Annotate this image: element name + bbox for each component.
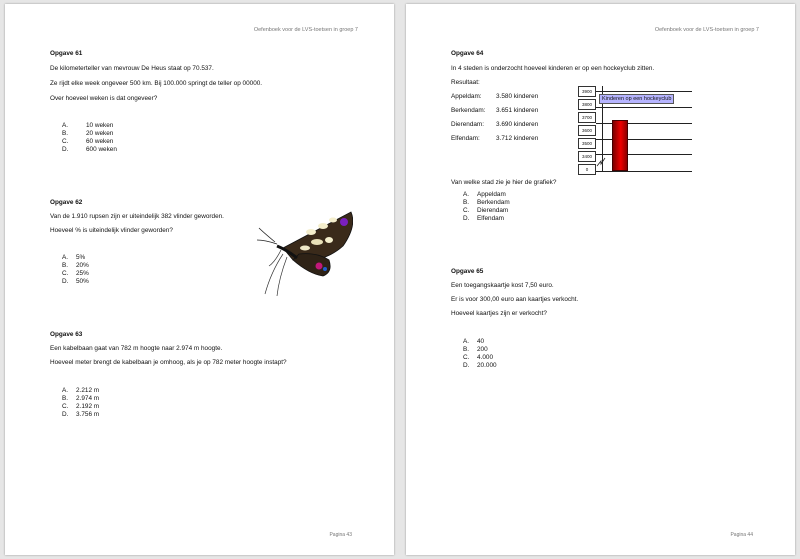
q62-line-2: Hoeveel % is uiteindelijk vlinder geworden? xyxy=(50,227,173,234)
q65-line-2: Er is voor 300,00 euro aan kaartjes verkocht. xyxy=(451,296,579,303)
y-tick-label: 3800 xyxy=(578,99,596,110)
q65-option-a[interactable]: A. 40 xyxy=(463,338,485,345)
q64-results-label: Resultaat: xyxy=(451,79,480,86)
result-row: Berkendam: 3.651 kinderen xyxy=(451,107,539,114)
gridline xyxy=(596,123,692,124)
q61-option-d[interactable]: D. 600 weken xyxy=(62,146,117,153)
q63-title: Opgave 63 xyxy=(50,331,83,338)
result-row: Dierendam: 3.690 kinderen xyxy=(451,121,539,128)
q65-line-1: Een toegangskaartje kost 7,50 euro. xyxy=(451,282,554,289)
q62-option-d[interactable]: D. 50% xyxy=(62,278,89,285)
gridline xyxy=(596,139,692,140)
q63-option-c[interactable]: C. 2.192 m xyxy=(62,403,100,410)
hockey-bar-chart xyxy=(578,82,696,174)
q64-option-d[interactable]: D. Elfendam xyxy=(463,215,504,222)
q61-title: Opgave 61 xyxy=(50,50,83,57)
y-tick-label: 3500 xyxy=(578,138,596,149)
q61-option-c[interactable]: C. 60 weken xyxy=(62,138,114,145)
butterfly-illustration xyxy=(253,202,353,298)
chart-bar xyxy=(612,120,628,171)
gridline xyxy=(596,154,692,155)
page-43 xyxy=(5,4,394,555)
y-tick-label: 3700 xyxy=(578,112,596,123)
q63-option-d[interactable]: D. 3.756 m xyxy=(62,411,100,418)
axis-break-icon xyxy=(596,156,606,168)
q64-option-c[interactable]: C. Dierendam xyxy=(463,207,509,214)
q62-title: Opgave 62 xyxy=(50,199,83,206)
result-row: Elfendam: 3.712 kinderen xyxy=(451,135,539,142)
q61-option-b[interactable]: B. 20 weken xyxy=(62,130,114,137)
q61-line-3: Over hoeveel weken is dat ongeveer? xyxy=(50,95,158,102)
gridline xyxy=(596,91,692,92)
q63-line-2: Hoeveel meter brengt de kabelbaan je omhoog, als je op 782 meter hoogte instapt? xyxy=(50,359,287,366)
q65-line-3: Hoeveel kaartjes zijn er verkocht? xyxy=(451,310,547,317)
q65-option-b[interactable]: B. 200 xyxy=(463,346,488,353)
q65-title: Opgave 65 xyxy=(451,268,484,275)
q62-option-a[interactable]: A. 5% xyxy=(62,254,86,261)
chart-legend: Kinderen op een hockeyclub xyxy=(599,94,674,104)
q62-option-b[interactable]: B. 20% xyxy=(62,262,89,269)
q62-line-1: Van de 1.910 rupsen zijn er uiteindelijk 382 vlinder geworden. xyxy=(50,213,224,220)
q65-option-c[interactable]: C. 4.000 xyxy=(463,354,493,361)
page-header: Oefenboek voor de LVS-toetsen in groep 7 xyxy=(654,27,759,33)
q62-option-c[interactable]: C. 25% xyxy=(62,270,89,277)
page-header: Oefenboek voor de LVS-toetsen in groep 7 xyxy=(253,27,358,33)
gridline xyxy=(596,107,692,108)
q64-option-b[interactable]: B. Berkendam xyxy=(463,199,510,206)
q63-option-b[interactable]: B. 2.974 m xyxy=(62,395,100,402)
page-44 xyxy=(406,4,795,555)
chart-x-axis xyxy=(596,171,692,172)
q61-line-1: De kilometerteller van mevrouw De Heus staat op 70.537. xyxy=(50,65,214,72)
y-tick-label: 0 xyxy=(578,164,596,175)
q63-option-a[interactable]: A. 2.212 m xyxy=(62,387,100,394)
q63-line-1: Een kabelbaan gaat van 782 m hoogte naar 2.974 m hoogte. xyxy=(50,345,223,352)
q61-option-a[interactable]: A. 10 weken xyxy=(62,122,114,129)
y-tick-label: 3400 xyxy=(578,151,596,162)
q64-option-a[interactable]: A. Appeldam xyxy=(463,191,506,198)
q65-option-d[interactable]: D. 20.000 xyxy=(463,362,497,369)
page-number: Pagina 43 xyxy=(329,532,352,538)
result-row: Appeldam: 3.580 kinderen xyxy=(451,93,539,100)
q64-intro: In 4 steden is onderzocht hoeveel kinderen er op een hockeyclub zitten. xyxy=(451,65,655,72)
y-tick-label: 3900 xyxy=(578,86,596,97)
q64-question: Van welke stad zie je hier de grafiek? xyxy=(451,179,557,186)
page-number: Pagina 44 xyxy=(730,532,753,538)
q61-line-2: Ze rijdt elke week ongeveer 500 km. Bij 100.000 springt de teller op 00000. xyxy=(50,80,263,87)
q64-title: Opgave 64 xyxy=(451,50,484,57)
y-tick-label: 3600 xyxy=(578,125,596,136)
